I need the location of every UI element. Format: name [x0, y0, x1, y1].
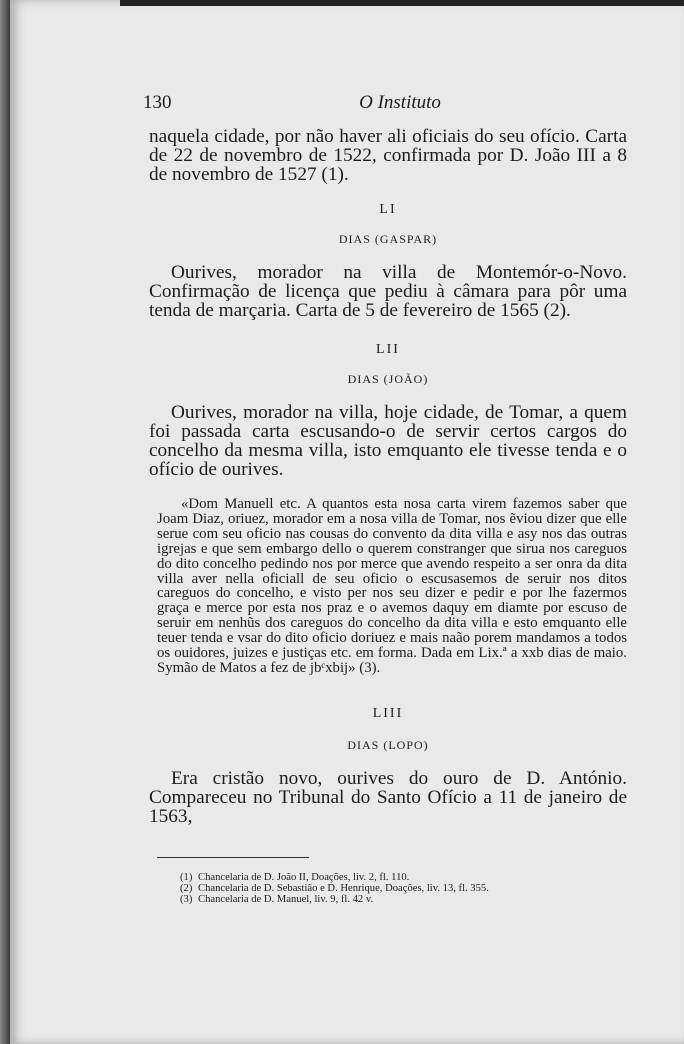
footnote: (1) Chancelaria de D. João II, Doações, liv. 2, fl. 110. [180, 872, 410, 883]
footnote: (2) Chancelaria de D. Sebastião e D. Henrique, Doações, liv. 13, fl. 355. [180, 883, 489, 894]
entry-text: Era cristão novo, ourives do ouro de D. António. Compareceu no Tribunal do Santo Ofício a 11 de janeiro de 1563, [149, 767, 627, 827]
entry-text: Ourives, morador na villa de Montemór-o-Novo. Confirmação de licença que pediu à câmara para pôr uma tenda de marçaria. Carta de 5 de fevereiro de 1565 (2). [149, 262, 627, 321]
entry-numeral: LIII [372, 705, 404, 721]
entry-name: DIAS (LOPO) [347, 737, 429, 752]
footnote: (3) Chancelaria de D. Manuel, liv. 9, fl. 42 v. [180, 894, 374, 905]
page-number: 130 [143, 92, 172, 113]
page-gutter-shadow [0, 0, 10, 1044]
footnote-rule [157, 857, 309, 858]
page-top-edge [120, 0, 684, 6]
page-body [149, 127, 627, 826]
intro-paragraph: naquela cidade, por não haver ali oficiais do seu ofício. Carta de 22 de novembro de 1522, confirmada por D. João III a 8 de novembro de 1527 (1). [149, 126, 627, 185]
entry-name: DIAS (GASPAR) [338, 232, 438, 246]
entry-numeral: LII [376, 342, 400, 357]
quoted-document: «Dom Manuell etc. A quantos esta nosa carta virem fazemos saber que Joam Diaz, oriuez, morador em a nosa villa de Tomar, nos ẽviou dizer que elle serue com seu oficio nas cousas do convento da dita villa e asy nos das outras igrejas e que sem embargo dello o querem constranger que sirua nos careguos do dito concelho pedindo nos por merce que avendo respeito a ser onra da dita villa aver nella oficiall de seu oficio o escusasemos de seruir nos ditos careguos do concelho, e visto per nos seu dizer e pedir e por lhe fazermos graça e merce por esta nos praz e o avemos daquy em diamte por escuso de seruir em nenhũs dos careguos do concelho da dita villa e esto emquanto elle teuer tenda e vsar do dito oficio doriuez e mais naão porem mandamos a todos os ouidores, juizes e justiças etc. em forma. Dada em Lix.ª a xxb dias de maio. Symão de Matos a fez de jbᶜxbij» (3). [157, 496, 627, 676]
running-title: O Instituto [359, 92, 441, 113]
entry-name: DIAS (JOÃO) [347, 372, 429, 386]
entry-text: Ourives, morador na villa, hoje cidade, de Tomar, a quem foi passada carta escusando-o de servir certos cargos do concelho da mesma villa, isto emquanto ele tivesse tenda e o ofício de ourives. [149, 402, 627, 480]
page-header [143, 92, 629, 118]
footnotes [180, 872, 600, 905]
entry-numeral: LI [379, 202, 397, 217]
